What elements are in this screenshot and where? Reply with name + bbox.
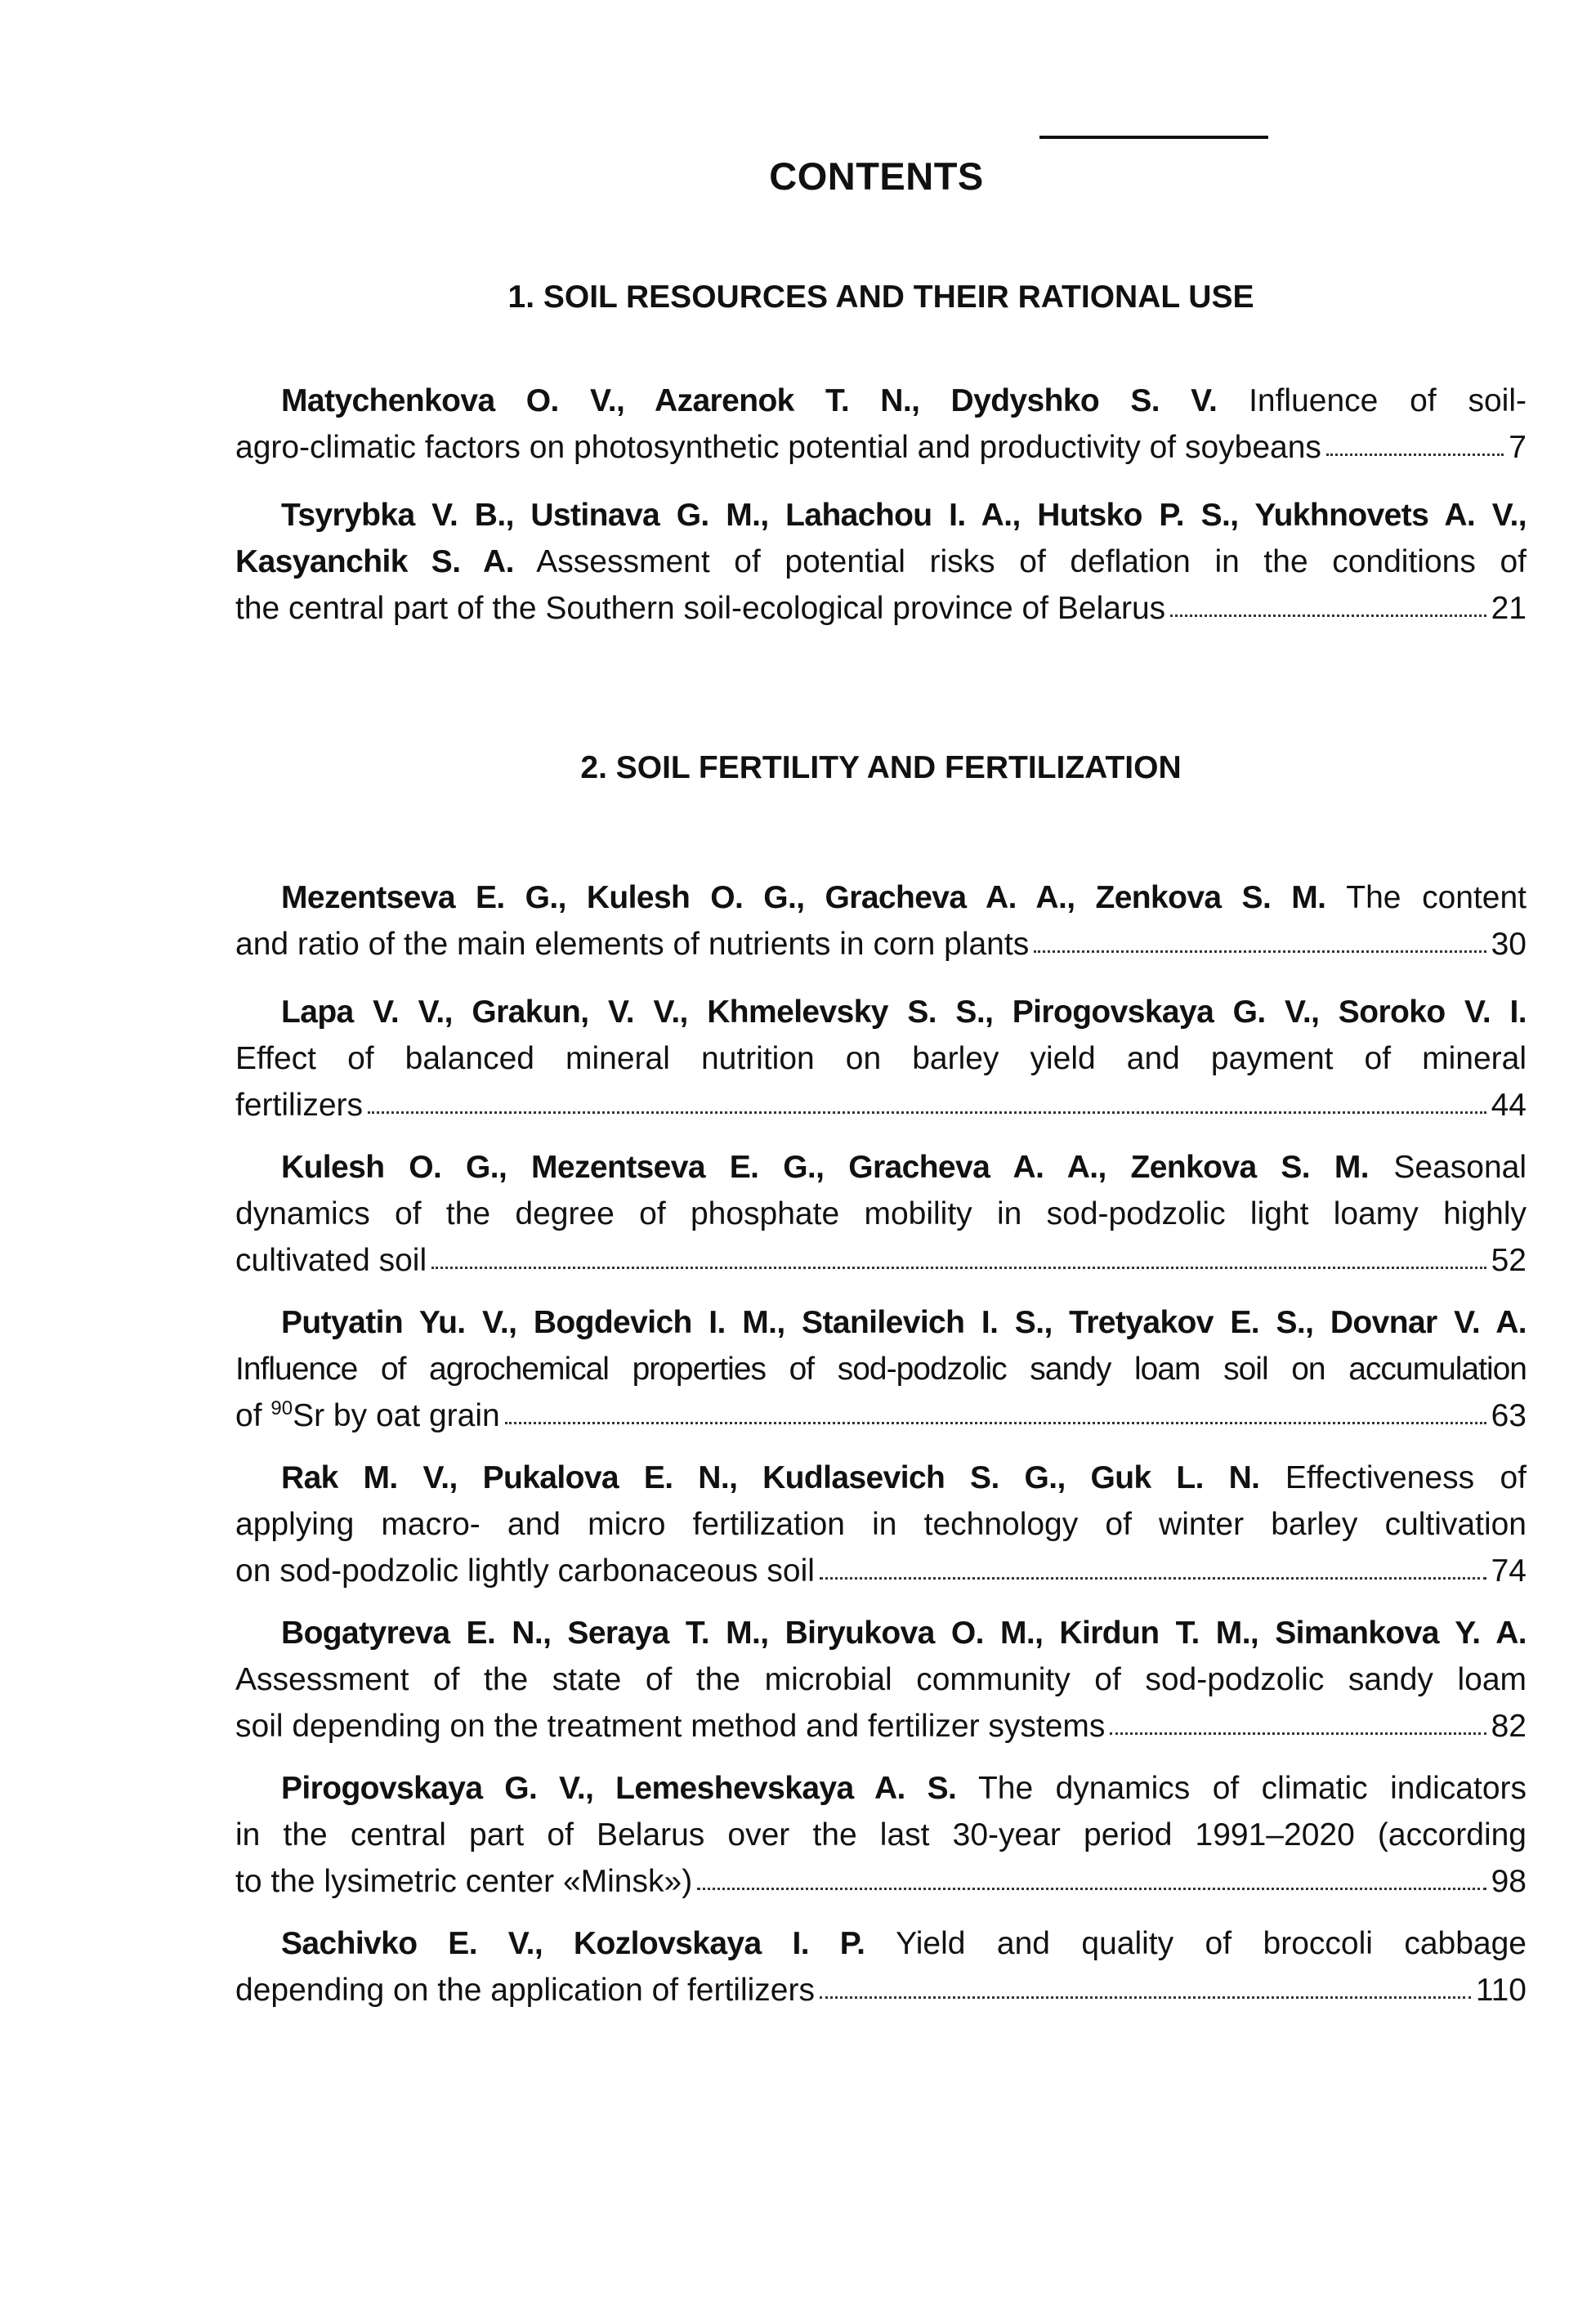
entry-authors: Pirogovskaya G. V., Lemeshevskaya A. S. bbox=[281, 1771, 957, 1806]
entry-title-part bbox=[235, 1392, 500, 1439]
entry-authors: Kasyanchik S. A. bbox=[235, 544, 514, 579]
top-rule bbox=[1039, 136, 1268, 139]
toc-entry[interactable] bbox=[235, 989, 1527, 1128]
section-heading-1: 1. SOIL RESOURCES AND THEIR RATIONAL USE bbox=[507, 279, 1254, 315]
isotope-superscript: 90 bbox=[270, 1397, 293, 1419]
entry-page-number[interactable]: 21 bbox=[1491, 591, 1527, 626]
entry-title-part: to the lysimetric center «Minsk») bbox=[235, 1864, 693, 1899]
toc-entry[interactable] bbox=[235, 1144, 1527, 1284]
entry-page-number[interactable]: 44 bbox=[1491, 1088, 1527, 1123]
dot-leader bbox=[431, 1258, 1486, 1269]
dot-leader bbox=[697, 1879, 1486, 1890]
entry-title-part: in the central part of Belarus over the last 30-year period 1991–2020 (according bbox=[235, 1817, 1527, 1852]
dot-leader bbox=[368, 1103, 1486, 1114]
entry-page-number[interactable]: 82 bbox=[1491, 1709, 1527, 1744]
entry-title-part: Yield and quality of broccoli cabbage bbox=[896, 1926, 1527, 1961]
entry-authors: Putyatin Yu. V., Bogdevich I. M., Stanilevich I. S., Tretyakov E. S., Dovnar V. A. bbox=[281, 1305, 1527, 1340]
dot-leader bbox=[505, 1414, 1486, 1424]
dot-leader bbox=[820, 1569, 1486, 1580]
toc-entry[interactable] bbox=[235, 1920, 1527, 2013]
entry-authors: Kulesh O. G., Mezentseva E. G., Gracheva A. A., Zenkova S. M. bbox=[281, 1150, 1369, 1185]
entry-title-part: Influence of agrochemical properties of sod-podzolic sandy loam soil on accumulation bbox=[235, 1352, 1527, 1387]
toc-entry[interactable] bbox=[235, 378, 1527, 471]
entry-authors: Bogatyreva E. N., Seraya T. M., Biryukova O. M., Kirdun T. M., Simankova Y. A. bbox=[281, 1616, 1527, 1651]
entry-title-part: the central part of the Southern soil-ecological province of Belarus bbox=[235, 591, 1166, 626]
entry-page-number[interactable]: 52 bbox=[1491, 1243, 1527, 1278]
entry-title-part: Seasonal bbox=[1393, 1150, 1527, 1185]
entry-title-part: Effectiveness of bbox=[1285, 1460, 1527, 1495]
toc-entry[interactable] bbox=[235, 1455, 1527, 1594]
entry-title-part: applying macro- and micro fertilization in technology of winter barley cultivation bbox=[235, 1507, 1527, 1542]
entry-authors: Lapa V. V., Grakun, V. V., Khmelevsky S. S., Pirogovskaya G. V., Soroko V. I. bbox=[281, 994, 1527, 1030]
toc-entry[interactable] bbox=[235, 874, 1527, 968]
entry-title-rest: Sr by oat grain bbox=[293, 1398, 500, 1433]
toc-entry[interactable] bbox=[235, 1299, 1527, 1439]
entry-page-number[interactable]: 63 bbox=[1491, 1398, 1527, 1433]
entry-title-part: The dynamics of climatic indicators bbox=[977, 1771, 1527, 1806]
entry-page-number[interactable]: 7 bbox=[1509, 430, 1527, 465]
entry-authors: Matychenkova O. V., Azarenok T. N., Dydyshko S. V. bbox=[281, 383, 1218, 418]
section-heading-2: 2. SOIL FERTILITY AND FERTILIZATION bbox=[580, 750, 1182, 785]
dot-leader bbox=[820, 1988, 1471, 1999]
dot-leader bbox=[1326, 445, 1504, 456]
entry-title-prefix: of bbox=[235, 1398, 271, 1433]
entry-page-number[interactable]: 30 bbox=[1491, 927, 1527, 962]
entry-title-part: The content bbox=[1346, 880, 1527, 915]
entry-page-number[interactable]: 110 bbox=[1475, 1973, 1527, 2008]
entry-page-number[interactable]: 98 bbox=[1491, 1864, 1527, 1899]
dot-leader bbox=[1034, 942, 1486, 953]
page-title: CONTENTS bbox=[769, 154, 984, 198]
entry-title-part: cultivated soil bbox=[235, 1243, 427, 1278]
entry-authors: Mezentseva E. G., Kulesh O. G., Gracheva A. A., Zenkova S. M. bbox=[281, 880, 1326, 915]
entry-page-number[interactable]: 74 bbox=[1491, 1553, 1527, 1589]
entry-title-part: fertilizers bbox=[235, 1088, 364, 1123]
dot-leader bbox=[1170, 606, 1486, 617]
entry-authors: Rak M. V., Pukalova E. N., Kudlasevich S. G., Guk L. N. bbox=[281, 1460, 1260, 1495]
entry-title-part: agro-climatic factors on photosynthetic potential and productivity of soybeans bbox=[235, 430, 1321, 465]
entry-authors: Tsyrybka V. B., Ustinava G. M., Lahachou I. A., Hutsko P. S., Yukhnovets A. V., bbox=[281, 498, 1527, 533]
entry-title-part: soil depending on the treatment method and fertilizer systems bbox=[235, 1709, 1106, 1744]
toc-entry[interactable] bbox=[235, 492, 1527, 632]
entry-title-part: on sod-podzolic lightly carbonaceous soil bbox=[235, 1553, 815, 1589]
toc-entry[interactable] bbox=[235, 1610, 1527, 1750]
entry-title-part: Assessment of potential risks of deflation in the conditions of bbox=[536, 544, 1527, 579]
entry-title-part: and ratio of the main elements of nutrients in corn plants bbox=[235, 927, 1030, 962]
entry-title-part: Influence of soil- bbox=[1249, 383, 1527, 418]
entry-title-part: Assessment of the state of the microbial community of sod-podzolic sandy loam bbox=[235, 1662, 1527, 1697]
entry-title-part: depending on the application of fertilizers bbox=[235, 1973, 815, 2008]
entry-authors: Sachivko E. V., Kozlovskaya I. P. bbox=[281, 1926, 865, 1961]
entry-title-part: Effect of balanced mineral nutrition on barley yield and payment of mineral bbox=[235, 1041, 1527, 1076]
toc-entry[interactable] bbox=[235, 1765, 1527, 1905]
dot-leader bbox=[1110, 1724, 1486, 1735]
entry-title-part: dynamics of the degree of phosphate mobility in sod-podzolic light loamy highly bbox=[235, 1196, 1527, 1231]
